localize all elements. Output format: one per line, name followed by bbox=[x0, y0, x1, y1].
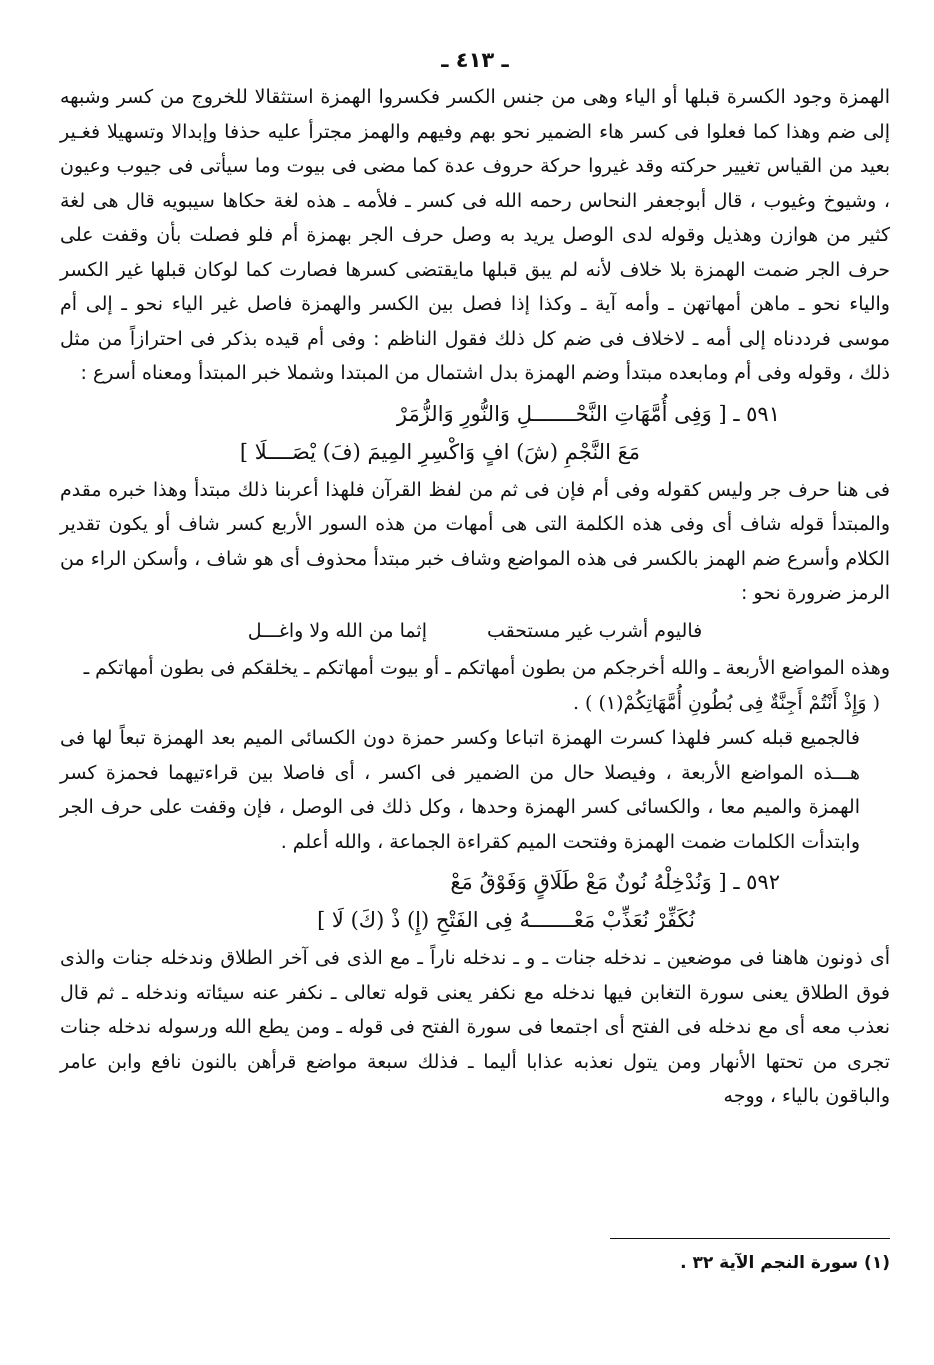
verse-592 bbox=[60, 863, 890, 939]
paragraph-commentary-3: فالجميع قبله كسر فلهذا كسرت الهمزة اتباعا وكسر حمزة دون الكسائى الميم بعد الهمزة تبعاً لها فى هـــذه المواضع الأربعة ، وفيصلا حال من الضمير فى اكسر ، أى فاصلا بين قراءتيهما فحمزة كسر الهمزة والميم معا ، والكسائى كسر الهمزة وحدها ، وكل ذلك فى الوصل ، فإن وقفت على حرف الجر وابتدأت الكلمات ضمت الهمزة وفتحت الميم كقراءة الجماعة ، والله أعلم . bbox=[60, 727, 860, 853]
poem-hemistich-right: فاليوم أشرب غير مستحقب bbox=[486, 619, 703, 642]
page-number: ـ ٤١٣ ـ bbox=[441, 48, 509, 72]
book-page bbox=[60, 48, 890, 1348]
footnote: (١) سورة النجم الآية ٣٢ . bbox=[680, 1253, 890, 1273]
footnote-divider bbox=[610, 1238, 890, 1239]
poem-citation bbox=[60, 613, 890, 649]
verse-592-line-1: ٥٩٢ ـ [ وَنُدْخِلْهُ نُونٌ مَعْ طَلَاقٍ وَفَوْقُ مَعْ bbox=[450, 870, 780, 894]
paragraph-examples: وهذه المواضع الأربعة ـ والله أخرجكم من بطون أمهاتكم ـ أو بيوت أمهاتكم ـ يخلقكم فى بطون أمهاتكم ـ bbox=[83, 656, 890, 679]
verse-591-line-2: مَعَ النَّجْمِ (شَ) افٍ وَاكْسِرِ المِيمَ (فَ) يْصَــــلَا ] bbox=[239, 439, 640, 464]
paragraph-commentary-2: فى هنا حرف جر وليس كقوله وفى أم فإن فى ثم من لفظ القرآن فلهذا أعربنا ذلك مبتدأ وهذا خبره مقدم والمبتدأ قوله شاف أى وفى هذه الكلمة التى هى أمهات من هذه السور الأربع كسر شاف أو يكون تقدير الكلام وأسرع ضم الهمز بالكسر فى هذه المواضع وشاف خبر مبتدأ محذوف أى هو شاف ، وأسكن الراء من الرمز ضرورة نحو : bbox=[60, 478, 890, 604]
verse-592-line-2: نُكَفِّرْ نُعَذِّبْ مَعْـــــــهُ فِى الفَتْحِ (إِ) ذْ (كَ) لَا ] bbox=[317, 908, 695, 932]
quran-quote: ( وَإِذْ أَنْتُمْ أَجِنَّةٌ فِى بُطُونِ أُمَّهَاتِكُمْ(١) ) . bbox=[572, 692, 880, 714]
poem-hemistich-left: إثما من الله ولا واغـــل bbox=[247, 619, 427, 642]
verse-591 bbox=[60, 395, 890, 471]
verse-591-line-1: ٥٩١ ـ [ وَفِى أُمَّهَاتِ النَّحْـــــــلِ وَالنُّورِ وَالزُّمَرْ bbox=[396, 401, 780, 426]
paragraph-commentary-4: أى ذونون هاهنا فى موضعين ـ ندخله جنات ـ و ـ ندخله ناراً ـ مع الذى فى آخر الطلاق وندخله جنات والذى فوق الطلاق يعنى سورة التغابن فيها ندخله مع نكفر يعنى قوله تعالى ـ نكفر عنه سيئاته وندخله ـ ثم قال نعذب معه أى مع ندخله فى الفتح أى اجتمعا فى سورة الفتح فى قوله ـ ومن يطع الله ورسوله ندخله جنات تجرى من تحتها الأنهار ومن يتول نعذبه عذابا أليما ـ فذلك سبعة مواضع قرأهن بالنون نافع وابن عامر والباقون بالياء ، ووجه bbox=[60, 947, 890, 1107]
paragraph-commentary-1: الهمزة وجود الكسرة قبلها أو الياء وهى من جنس الكسر فكسروا الهمزة استثقالا للخروج من كسر وشبهه إلى ضم وهذا كما فعلوا فى كسر هاء الضمير نحو بهم وفيهم والهمز مجترأ عليه حذفا وإبدالا وتسهيلا فغـير بعيد من القياس تغيير حركته وقد غيروا حركة حروف عدة كما مضى فى بيوت وما سيأتى فى جيوب وعيون ، وشيوخ وغيوب ، قال أبوجعفر النحاس رحمه الله فى كسر ـ فلأمه ـ هذه لغة حكاها سيبويه قال هى لغة كثير من هوازن وهذيل وقوله لدى الوصل يريد به وصل حرف الجر بهمزة أم فلو فصلت بأن وقفت على حرف الجر ضمت الهمزة بلا خلاف لأنه لم يبق قبلها مايقتضى كسرها فصارت كما لوكان قبلها غير الكسر والياء نحو ـ ماهن أمهاتهن ـ وأمه آية ـ وكذا إذا فصل بين الكسر والهمزة فاصل غير الياء نحو ـ إلى أم موسى فرددناه إلى أمه ـ لاخلاف فى ضم كل ذلك فقول الناظم : وفى أم قيده بذكر فى احترازاً من مثل ذلك ، وقوله وفى أم ومابعده مبتدأ وضم الهمزة بدل اشتمال من المبتدا وشملا خبر المبتدأ ومعناه أسرع : bbox=[60, 86, 890, 384]
